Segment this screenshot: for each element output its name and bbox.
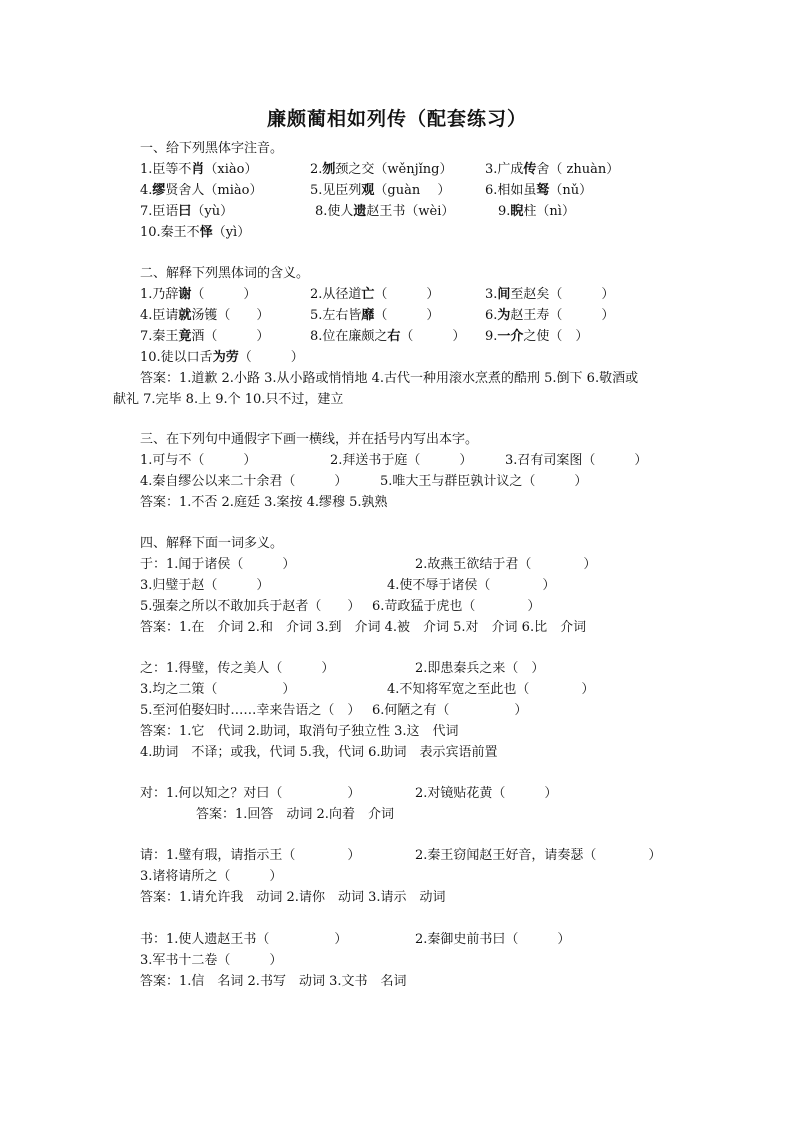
section-2-heading: 二、解释下列黑体词的含义。 (140, 266, 310, 281)
shu-item-1: 书：1.使人遗赵王书（ ） (140, 932, 348, 947)
s2-answer-line-1: 答案：1.道歉 2.小路 3.从小路或悄悄地 4.古代一种用滚水烹煮的酷刑 5.倒下 6.敬酒或 (140, 371, 639, 386)
s2-item-2: 2.从径道亡（ ） (310, 287, 440, 302)
shu-item-2: 2.秦御史前书曰（ ） (415, 932, 571, 947)
section-3-heading: 三、在下列句中通假字下画一横线，并在括号内写出本字。 (140, 432, 479, 447)
yu-item-5: 5.强秦之所以不敢加兵于赵者（ ） (140, 599, 361, 614)
s2-item-10: 10.徒以口舌为劳（ ） (140, 350, 304, 365)
section-4-heading: 四、解释下面一词多义。 (140, 536, 284, 551)
shu-item-3: 3.军书十二卷（ ） (140, 953, 283, 968)
s1-item-1: 1.臣等不肖（xiào） (140, 162, 258, 177)
zhi-item-6: 6.何陋之有（ ） (372, 703, 528, 718)
page-title: 廉颇蔺相如列传（配套练习） (266, 108, 527, 130)
qing-item-1: 请：1.璧有瑕，请指示王（ ） (140, 848, 361, 863)
s1-item-4: 4.缪贤舍人（miào） (140, 183, 263, 198)
s3-item-2: 2.拜送书于庭（ ） (330, 453, 473, 468)
s3-item-3: 3.召有司案图（ ） (505, 453, 648, 468)
section-1-heading: 一、给下列黑体字注音。 (140, 141, 284, 156)
zhi-item-5: 5.至河伯娶妇时……幸来告语之（ ） (140, 703, 361, 718)
s3-item-1: 1.可与不（ ） (140, 453, 257, 468)
s2-item-5: 5.左右皆靡（ ） (310, 308, 440, 323)
qing-item-3: 3.诸将请所之（ ） (140, 869, 283, 884)
s1-item-6: 6.相如虽驽（nǔ） (485, 183, 593, 198)
dui-item-1: 对：1.何以知之？对曰（ ） (140, 786, 361, 801)
s3-item-4: 4.秦自缪公以来二十余君（ ） (140, 474, 348, 489)
s2-item-4: 4.臣请就汤镬（ ） (140, 308, 270, 323)
yu-answer: 答案：1.在 介词 2.和 介词 3.到 介词 4.被 介词 5.对 介词 6.比 介词 (140, 620, 587, 635)
s2-item-9: 9.一介之使（ ） (485, 329, 589, 344)
s2-item-1: 1.乃辞谢（ ） (140, 287, 257, 302)
shu-answer: 答案：1.信 名词 2.书写 动词 3.文书 名词 (140, 974, 407, 989)
dui-item-2: 2.对镜贴花黄（ ） (415, 786, 558, 801)
s2-item-3: 3.间至赵矣（ ） (485, 287, 615, 302)
s1-item-2: 2.刎颈之交（wěnjǐng） (310, 162, 453, 177)
zhi-item-1: 之：1.得璧，传之美人（ ） (140, 661, 335, 676)
zhi-item-2: 2.即患秦兵之来（ ） (415, 661, 545, 676)
s1-item-8: 8.使人遗赵王书（wèi） (315, 204, 455, 219)
s2-answer-line-2: 献礼 7.完毕 8.上 9.个 10.只不过，建立 (113, 392, 344, 407)
qing-item-2: 2.秦王窃闻赵王好音，请奏瑟（ ） (415, 848, 662, 863)
dui-answer: 答案：1.回答 动词 2.向着 介词 (196, 807, 394, 822)
zhi-answer-line-1: 答案：1.它 代词 2.助词，取消句子独立性 3.这 代词 (140, 724, 459, 739)
zhi-item-4: 4.不知将军宽之至此也（ ） (387, 682, 595, 697)
yu-item-4: 4.使不辱于诸侯（ ） (387, 578, 556, 593)
yu-item-6: 6.苛政猛于虎也（ ） (372, 599, 541, 614)
s3-item-5: 5.唯大王与群臣孰计议之（ ） (380, 474, 588, 489)
s3-answer: 答案：1.不否 2.庭廷 3.案按 4.缪穆 5.孰熟 (140, 495, 388, 510)
yu-item-1: 于：1.闻于诸侯（ ） (140, 557, 296, 572)
s1-item-7: 7.臣语曰（yù） (140, 204, 234, 219)
yu-item-2: 2.故燕王欲结于君（ ） (415, 557, 597, 572)
s2-item-8: 8.位在廉颇之右（ ） (310, 329, 466, 344)
zhi-answer-line-2: 4.助词 不译；或我，代词 5.我，代词 6.助词 表示宾语前置 (140, 745, 498, 760)
s1-item-10: 10.秦王不怿（yì） (140, 225, 251, 240)
qing-answer: 答案：1.请允许我 动词 2.请你 动词 3.请示 动词 (140, 890, 446, 905)
yu-item-3: 3.归璧于赵（ ） (140, 578, 270, 593)
s1-item-9: 9.睨柱（nì） (498, 204, 575, 219)
s2-item-7: 7.秦王竟酒（ ） (140, 329, 270, 344)
s1-item-5: 5.见臣列观（guàn ） (310, 183, 451, 198)
zhi-item-3: 3.均之二策（ ） (140, 682, 296, 697)
s2-item-6: 6.为赵王寿（ ） (485, 308, 615, 323)
s1-item-3: 3.广成传舍（ zhuàn） (485, 162, 620, 177)
